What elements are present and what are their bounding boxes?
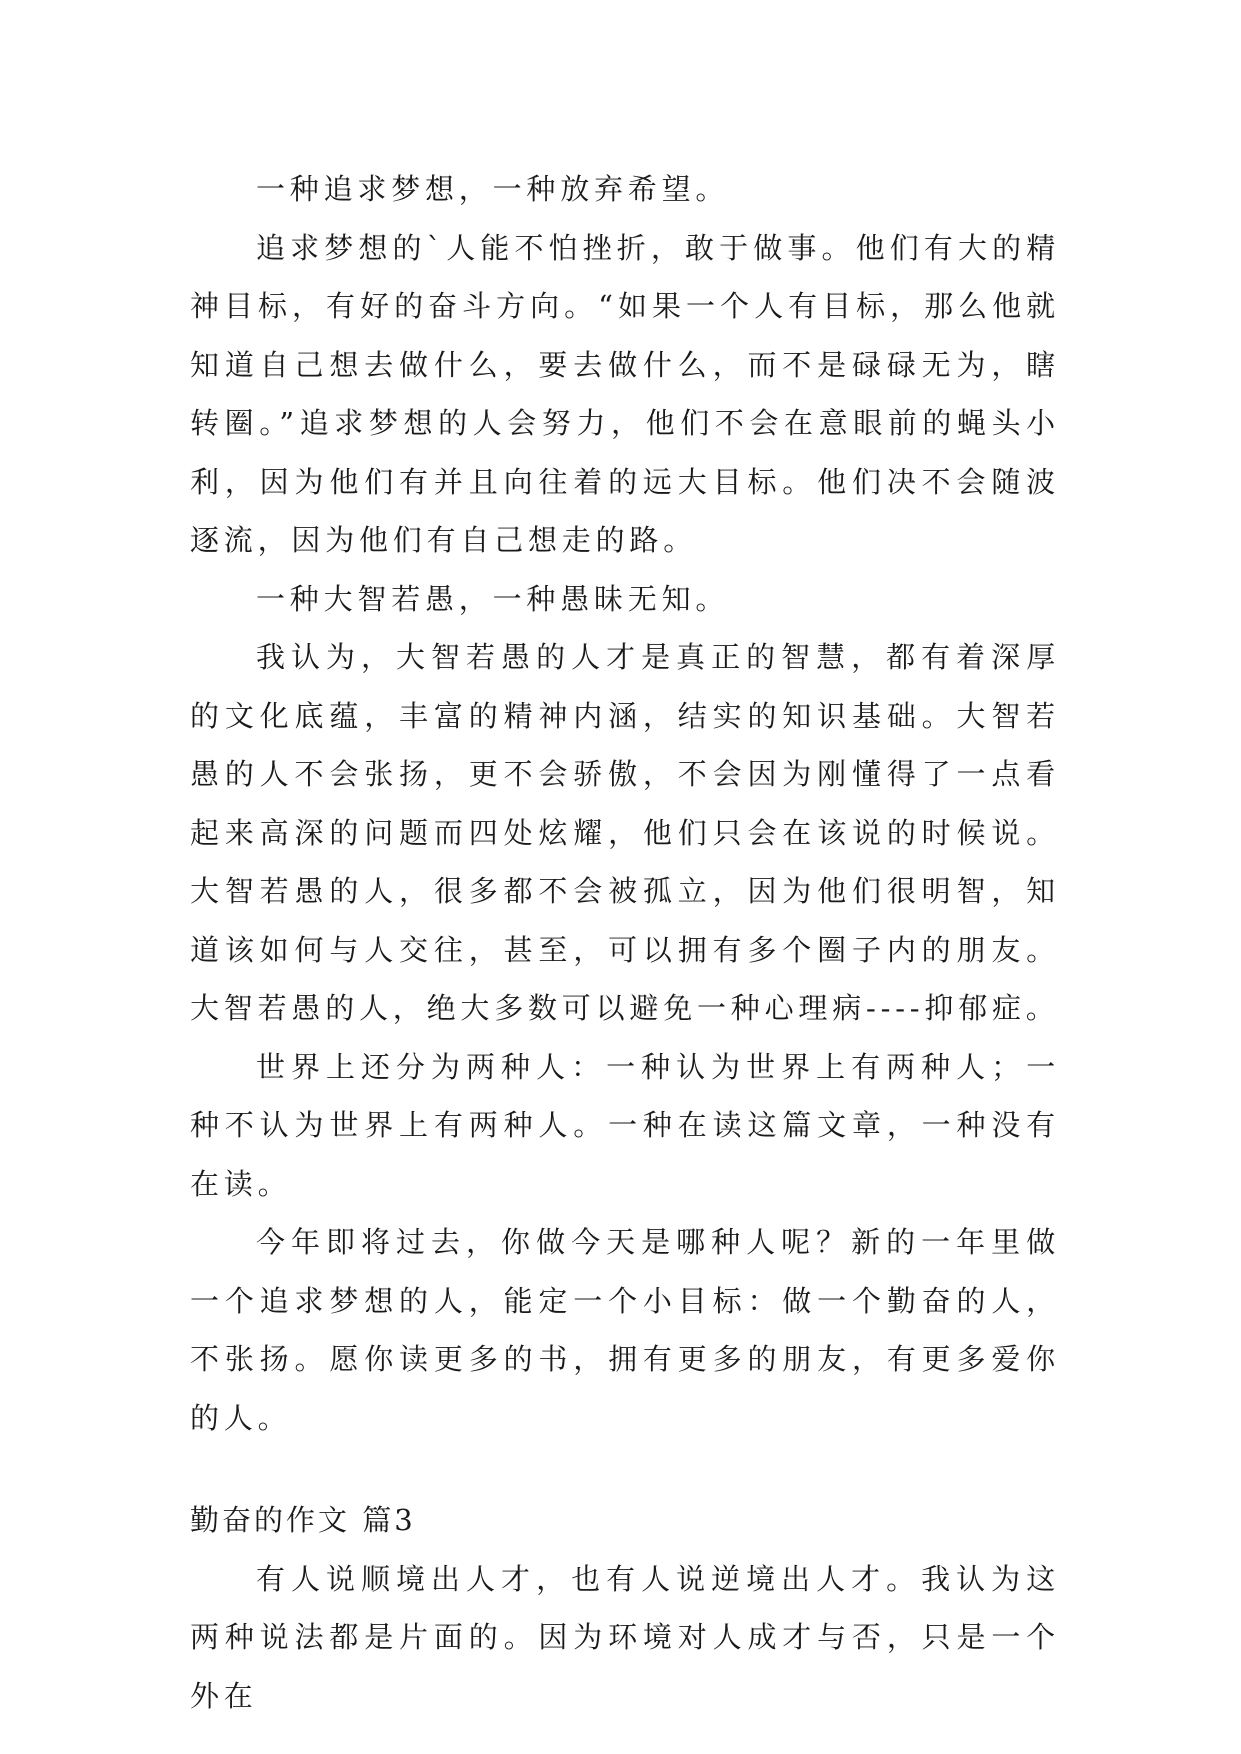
paragraph: 今年即将过去，你做今天是哪种人呢？新的一年里做一个追求梦想的人，能定一个小目标：做一个勤奋的人，不张扬。愿你读更多的书，拥有更多的朋友，有更多爱你的人。: [190, 1225, 1060, 1435]
paragraph: 追求梦想的`人能不怕挫折，敢于做事。他们有大的精神目标，有好的奋斗方向。“如果一个人有目标，那么他就知道自己想去做什么，要去做什么，而不是碌碌无为，瞎转圈。”追求梦想的人会努力，他们不会在意眼前的蝇头小利，因为他们有并且向往着的远大目标。他们决不会随波逐流，因为他们有自己想走的路。: [190, 230, 1060, 557]
paragraph: 有人说顺境出人才，也有人说逆境出人才。我认为这两种说法都是片面的。因为环境对人成才与否，只是一个外在: [190, 1561, 1060, 1713]
paragraph: 一种追求梦想，一种放弃希望。: [256, 172, 730, 206]
paragraph: 我认为，大智若愚的人才是真正的智慧，都有着深厚的文化底蕴，丰富的精神内涵，结实的知识基础。大智若愚的人不会张扬，更不会骄傲，不会因为刚懂得了一点看起来高深的问题而四处炫耀，他们只会在该说的时候说。大智若愚的人，很多都不会被孤立，因为他们很明智，知道该如何与人交往，甚至，可以拥有多个圈子内的朋友。大智若愚的人，绝大多数可以避免一种心理病----抑郁症。: [190, 640, 1060, 1025]
document-body: [190, 160, 1060, 1725]
section-heading: 勤奋的作文 篇3: [190, 1503, 416, 1537]
paragraph: 一种大智若愚，一种愚昧无知。: [256, 581, 730, 616]
paragraph: 世界上还分为两种人：一种认为世界上有两种人；一种不认为世界上有两种人。一种在读这篇文章，一种没有在读。: [190, 1049, 1060, 1201]
